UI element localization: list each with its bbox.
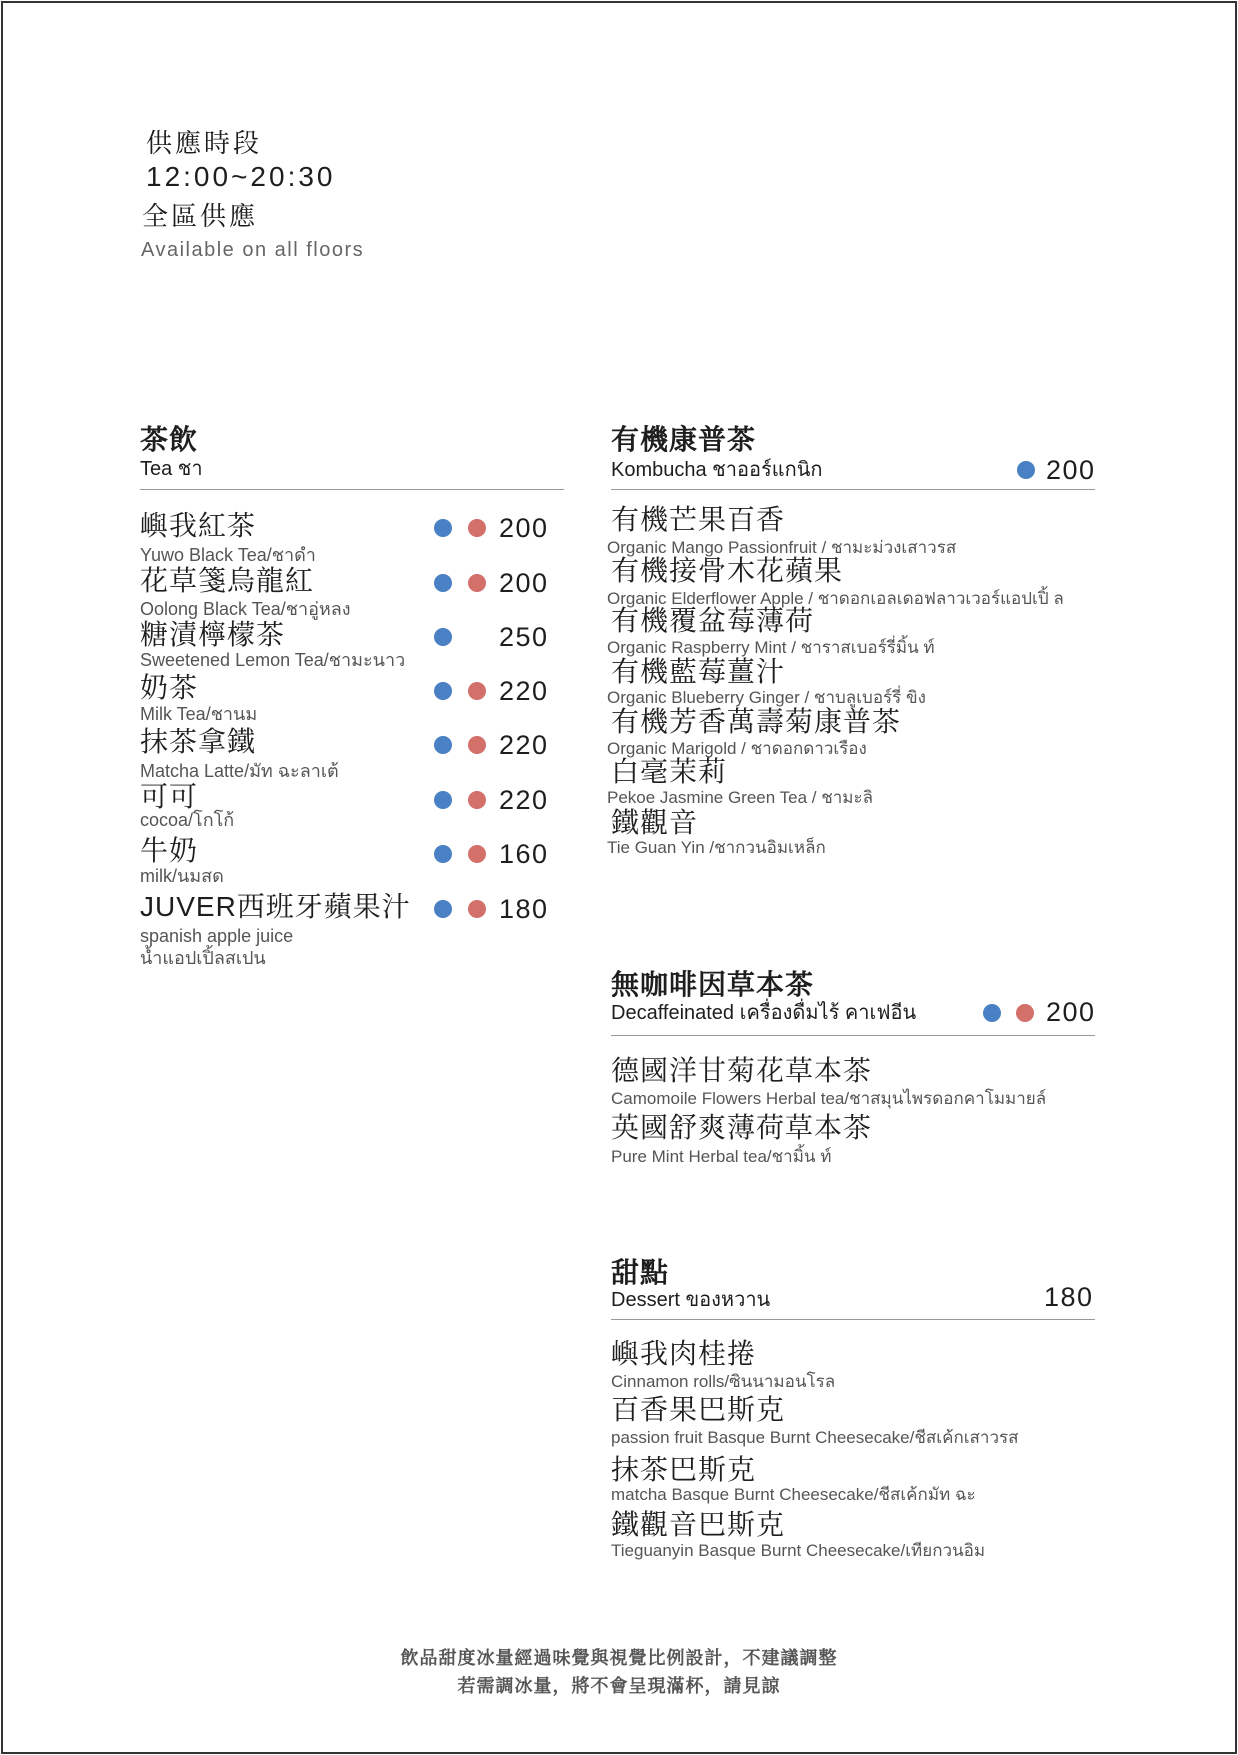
- menu-item-desc: Pure Mint Herbal tea/ชามิ้น ท์: [611, 1147, 832, 1166]
- menu-item-name: 鐵觀音巴斯克: [611, 1509, 786, 1540]
- menu-item-desc: Matcha Latte/มัท ฉะลาเต้: [140, 761, 339, 781]
- red-dot-icon: [468, 736, 486, 754]
- menu-item-name: 英國舒爽薄荷草本茶: [611, 1112, 873, 1143]
- dessert-price: 180: [1044, 1282, 1094, 1312]
- menu-item-name: 有機芒果百香: [611, 504, 786, 535]
- decaf-section-title: 無咖啡因草本茶: [611, 969, 815, 1000]
- tea-section-subtitle: Tea ชา: [140, 458, 203, 480]
- blue-dot-icon: [434, 900, 452, 918]
- menu-item-name: JUVER西班牙蘋果汁: [140, 891, 411, 922]
- hours-value: 12:00~20:30: [146, 161, 336, 192]
- red-dot-icon: [468, 900, 486, 918]
- dessert-section-divider: [611, 1319, 1095, 1320]
- menu-item-name: 德國洋甘菊花草本茶: [611, 1055, 873, 1086]
- red-dot-icon: [468, 519, 486, 537]
- menu-item-desc: Pekoe Jasmine Green Tea / ชามะลิ: [607, 788, 874, 807]
- menu-item-desc: Organic Blueberry Ginger / ชาบลูเบอร์รี่ ขิง: [607, 688, 926, 707]
- kombucha-price: 200: [1046, 455, 1096, 485]
- menu-item-name: 有機覆盆莓薄荷: [611, 605, 815, 636]
- blue-dot-icon: [434, 791, 452, 809]
- area-label: 全區供應: [142, 201, 259, 231]
- red-dot-icon: [468, 682, 486, 700]
- menu-item-name: 嶼我肉桂捲: [611, 1338, 757, 1369]
- menu-item-name: 可可: [140, 781, 199, 812]
- red-dot-icon: [468, 791, 486, 809]
- hours-label: 供應時段: [146, 128, 263, 158]
- red-dot-icon: [468, 574, 486, 592]
- blue-dot-icon: [434, 682, 452, 700]
- red-dot-icon: [1016, 1004, 1034, 1022]
- footer-note-line2: 若需調冰量，將不會呈現滿杯，請見諒: [457, 1676, 781, 1696]
- blue-dot-icon: [434, 628, 452, 646]
- kombucha-section-title: 有機康普茶: [611, 424, 757, 455]
- kombucha-section-divider: [611, 489, 1095, 490]
- menu-item-name: 百香果巴斯克: [611, 1394, 786, 1425]
- menu-item-desc: Tieguanyin Basque Burnt Cheesecake/เทียกวนอิม: [611, 1541, 986, 1560]
- menu-item-desc-thai: น้ำแอปเปิ้ลสเปน: [140, 948, 266, 968]
- menu-item-name: 糖漬檸檬茶: [140, 619, 286, 650]
- menu-item-price: 200: [499, 568, 549, 598]
- blue-dot-icon: [1017, 461, 1035, 479]
- menu-item-name: 牛奶: [140, 835, 199, 866]
- menu-item-name: 抹茶巴斯克: [611, 1454, 757, 1485]
- blue-dot-icon: [434, 574, 452, 592]
- menu-item-name: 花草箋烏龍紅: [140, 565, 315, 596]
- red-dot-icon: [468, 845, 486, 863]
- menu-item-name: 鐵觀音: [611, 807, 699, 838]
- blue-dot-icon: [983, 1004, 1001, 1022]
- menu-item-desc: spanish apple juice: [140, 926, 294, 946]
- decaf-section-subtitle: Decaffeinated เครื่องดื่มไร้ คาเฟอีน: [611, 1002, 917, 1024]
- menu-item-desc: Camomoile Flowers Herbal tea/ชาสมุนไพรดอกคาโมมายล์: [611, 1089, 1047, 1108]
- menu-item-price: 180: [499, 894, 549, 924]
- menu-item-desc: Yuwo Black Tea/ชาดำ: [140, 545, 316, 565]
- decaf-price: 200: [1046, 997, 1096, 1027]
- menu-item-desc: Organic Marigold / ชาดอกดาวเรือง: [607, 739, 867, 758]
- tea-section-title: 茶飲: [140, 424, 199, 455]
- menu-item-price: 220: [499, 785, 549, 815]
- menu-item-price: 250: [499, 622, 549, 652]
- menu-item-desc: Sweetened Lemon Tea/ชามะนาว: [140, 650, 406, 670]
- menu-item-price: 220: [499, 676, 549, 706]
- menu-item-desc: Organic Raspberry Mint / ชาราสเบอร์รี่มิ้น ท์: [607, 638, 935, 657]
- footer-note-line1: 飲品甜度冰量經過味覺與視覺比例設計，不建議調整: [400, 1648, 838, 1668]
- menu-item-name: 抹茶拿鐵: [140, 726, 257, 757]
- dessert-section-subtitle: Dessert ของหวาน: [611, 1289, 771, 1311]
- decaf-section-divider: [611, 1035, 1095, 1036]
- menu-item-price: 200: [499, 513, 549, 543]
- menu-item-name: 有機接骨木花蘋果: [611, 555, 844, 586]
- menu-item-desc: Organic Mango Passionfruit / ชามะม่วงเสาวรส: [607, 538, 957, 557]
- area-label-en: Available on all floors: [141, 239, 365, 261]
- menu-item-name: 白毫茉莉: [611, 756, 728, 787]
- menu-item-desc: cocoa/โกโก้: [140, 810, 235, 830]
- menu-item-name: 嶼我紅茶: [140, 510, 257, 541]
- menu-item-desc: passion fruit Basque Burnt Cheesecake/ชีสเค้กเสาวรส: [611, 1428, 1019, 1447]
- menu-item-desc: Oolong Black Tea/ชาอู่หลง: [140, 599, 351, 619]
- kombucha-section-subtitle: Kombucha ชาออร์แกนิก: [611, 459, 823, 481]
- menu-item-desc: matcha Basque Burnt Cheesecake/ชีสเค้กมัท ฉะ: [611, 1485, 976, 1504]
- blue-dot-icon: [434, 845, 452, 863]
- menu-item-desc: Milk Tea/ชานม: [140, 704, 258, 724]
- menu-item-price: 220: [499, 730, 549, 760]
- menu-item-desc: Cinnamon rolls/ซินนามอนโรล: [611, 1372, 836, 1391]
- menu-item-name: 有機藍莓薑汁: [611, 656, 786, 687]
- tea-section-divider: [140, 489, 564, 490]
- menu-item-desc: Organic Elderflower Apple / ชาดอกเอลเดอฟลาวเวอร์แอปเปิ้ ล: [607, 589, 1064, 608]
- menu-item-desc: Tie Guan Yin /ชากวนอิมเหล็ก: [607, 838, 826, 857]
- blue-dot-icon: [434, 519, 452, 537]
- menu-item-name: 奶茶: [140, 672, 199, 703]
- dessert-section-title: 甜點: [611, 1257, 670, 1288]
- menu-item-price: 160: [499, 839, 549, 869]
- blue-dot-icon: [434, 736, 452, 754]
- menu-item-desc: milk/นมสด: [140, 866, 224, 886]
- menu-item-name: 有機芳香萬壽菊康普茶: [611, 706, 902, 737]
